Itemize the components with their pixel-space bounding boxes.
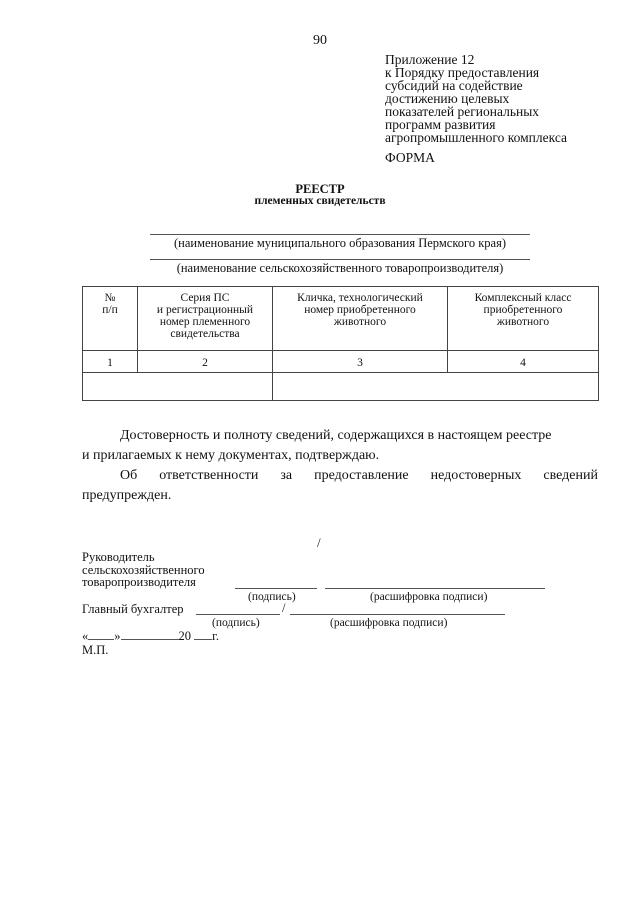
municipality-caption: (наименование муниципального образования Пермского края) <box>174 236 506 250</box>
header-cell-nickname <box>273 287 448 351</box>
column-number-cell: 2 <box>138 351 273 373</box>
head-title-line: товаропроизводителя <box>82 575 196 589</box>
empty-data-row <box>83 373 599 401</box>
form-label: ФОРМА <box>385 150 435 165</box>
head-decoding-caption: (расшифровка подписи) <box>370 591 488 603</box>
producer-caption: (наименование сельскохозяйственного товаропроизводителя) <box>176 261 504 275</box>
month-blank[interactable] <box>121 639 179 640</box>
statement-word: Об <box>120 468 138 483</box>
day-blank[interactable] <box>88 639 114 640</box>
registry-table <box>82 286 599 401</box>
page-number: 90 <box>313 33 327 48</box>
head-title-line: сельскохозяйственного <box>82 562 205 577</box>
appendix-line: Приложение 12 <box>385 52 475 67</box>
statement-paragraph <box>82 426 598 506</box>
date-suffix: г. <box>212 629 219 643</box>
statement-line: предупрежден. <box>82 488 172 503</box>
accountant-decoding-line[interactable] <box>290 614 505 615</box>
appendix-line: программ развития <box>385 117 496 132</box>
statement-word: за <box>280 468 293 483</box>
empty-cell[interactable] <box>83 373 273 401</box>
statement-line <box>82 466 598 486</box>
accountant-signature-line[interactable] <box>196 614 280 615</box>
statement-line <box>82 426 598 446</box>
signature-slash: / <box>282 601 286 615</box>
producer-fill-line[interactable] <box>150 259 530 260</box>
appendix-line: субсидий на содействие <box>385 78 523 93</box>
date-open-quote: « <box>82 629 89 643</box>
accountant-signature-caption: (подпись) <box>212 617 260 629</box>
header-nickname-text: Кличка, технологический номер приобретенного животного <box>297 292 423 328</box>
empty-cell[interactable] <box>273 373 599 401</box>
appendix-line: показателей региональных <box>385 104 540 119</box>
column-number-cell: 3 <box>273 351 448 373</box>
head-title-line: Руководитель <box>82 550 155 564</box>
head-title <box>82 551 205 589</box>
appendix-line: агропромышленного комплекса <box>385 130 567 145</box>
slash-mark: / <box>317 535 321 550</box>
head-signature-caption: (подпись) <box>248 591 296 603</box>
header-cell-class <box>448 287 599 351</box>
document-title: РЕЕСТР <box>295 182 345 196</box>
header-series-text: Серия ПС и регистрационный номер племенного свидетельства <box>156 292 254 340</box>
header-class-text: Комплексный класс приобретенного животного <box>474 292 572 328</box>
appendix-reference <box>385 53 567 144</box>
statement-word: ответственности <box>159 468 259 483</box>
column-number-row <box>83 351 599 373</box>
statement-text: Достоверность и полноту сведений, содержащихся в настоящем реестре <box>120 428 552 443</box>
statement-word: сведений <box>543 468 598 483</box>
head-decoding-line[interactable] <box>325 588 545 589</box>
stamp-place: М.П. <box>82 643 109 657</box>
chief-accountant-label: Главный бухгалтер <box>82 602 184 616</box>
appendix-line: к Порядку предоставления <box>385 65 540 80</box>
statement-word: предоставление <box>314 468 409 483</box>
accountant-decoding-caption: (расшифровка подписи) <box>330 617 448 629</box>
municipality-fill-line[interactable] <box>150 234 530 235</box>
header-cell-series <box>138 287 273 351</box>
date-close-quote: » <box>114 629 121 643</box>
statement-word: недостоверных <box>430 468 522 483</box>
year-blank[interactable] <box>194 639 212 640</box>
date-line <box>82 630 219 643</box>
header-cell-number <box>83 287 138 351</box>
header-number-text: № п/п <box>102 292 118 316</box>
statement-line: и прилагаемых к нему документах, подтверждаю. <box>82 448 380 463</box>
document-subtitle: племенных свидетельств <box>254 195 386 207</box>
head-signature-line[interactable] <box>235 588 317 589</box>
column-number-cell: 1 <box>83 351 138 373</box>
date-year: 20 <box>178 629 191 643</box>
column-number-cell: 4 <box>448 351 599 373</box>
table-header-row <box>83 287 599 351</box>
appendix-line: достижению целевых <box>385 91 510 106</box>
